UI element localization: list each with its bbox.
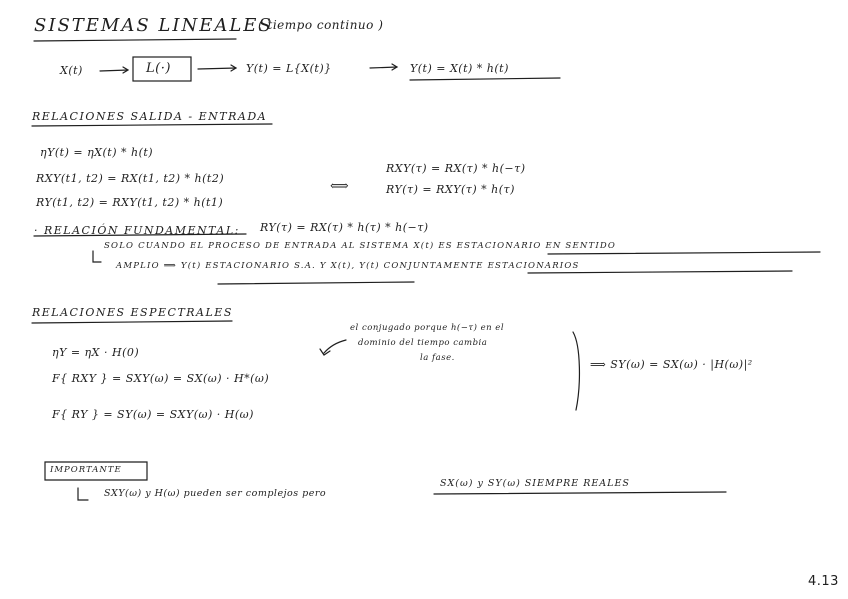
important-note: SXY(ω) y H(ω) pueden ser complejos pero — [104, 488, 327, 499]
page-title: SISTEMAS LINEALES — [34, 15, 273, 36]
spectral-cross-density: F{ RXY } = SXY(ω) = SX(ω) · H*(ω) — [52, 372, 270, 385]
spectral-mean: ηY = ηX · H(0) — [52, 346, 140, 359]
mean-relation: ηY(t) = ηX(t) * h(t) — [40, 146, 154, 159]
important-label: IMPORTANTE — [50, 465, 122, 475]
annotation-line-3: la fase. — [420, 353, 455, 363]
cross-correlation-lag: RXY(τ) = RX(τ) * h(−τ) — [386, 162, 526, 175]
page-number: 4.13 — [808, 574, 839, 589]
fundamental-formula: RY(τ) = RX(τ) * h(τ) * h(−τ) — [260, 221, 429, 234]
annotation-line-2: dominio del tiempo cambia — [358, 338, 488, 348]
important-emphasis: SX(ω) y SY(ω) SIEMPRE REALES — [440, 478, 630, 489]
output-correlation-lag: RY(τ) = RXY(τ) * h(τ) — [386, 183, 515, 196]
fundamental-label: · RELACIÓN FUNDAMENTAL: — [34, 224, 240, 237]
equivalence-arrow: ⟺ — [330, 179, 350, 194]
output-correlation-time: RY(t1, t2) = RXY(t1, t2) * h(t1) — [36, 196, 224, 209]
spectral-output-density: F{ RY } = SY(ω) = SXY(ω) · H(ω) — [52, 408, 254, 421]
system-output: Y(t) = L{X(t)} — [246, 62, 332, 75]
system-convolution: Y(t) = X(t) * h(t) — [410, 62, 509, 75]
section-spectral-heading: RELACIONES ESPECTRALES — [32, 306, 233, 319]
system-operator: L(·) — [146, 61, 171, 76]
page-subtitle: ( tiempo continuo ) — [258, 18, 384, 32]
spectral-result: ⟹ SY(ω) = SX(ω) · |H(ω)|² — [590, 358, 753, 371]
section-io-heading: RELACIONES SALIDA - ENTRADA — [32, 110, 268, 123]
fundamental-note-line-2: AMPLIO ⟹ Y(t) ESTACIONARIO S.A. Y X(t), Y(t) CONJUNTAMENTE ESTACIONARIOS — [116, 261, 580, 271]
cross-correlation-time: RXY(t1, t2) = RX(t1, t2) * h(t2) — [36, 172, 225, 185]
fundamental-note-line-1: SOLO CUANDO EL PROCESO DE ENTRADA AL SISTEMA X(t) ES ESTACIONARIO EN SENTIDO — [104, 241, 617, 251]
system-input: X(t) — [60, 64, 83, 77]
annotation-line-1: el conjugado porque h(−τ) en el — [350, 323, 505, 333]
